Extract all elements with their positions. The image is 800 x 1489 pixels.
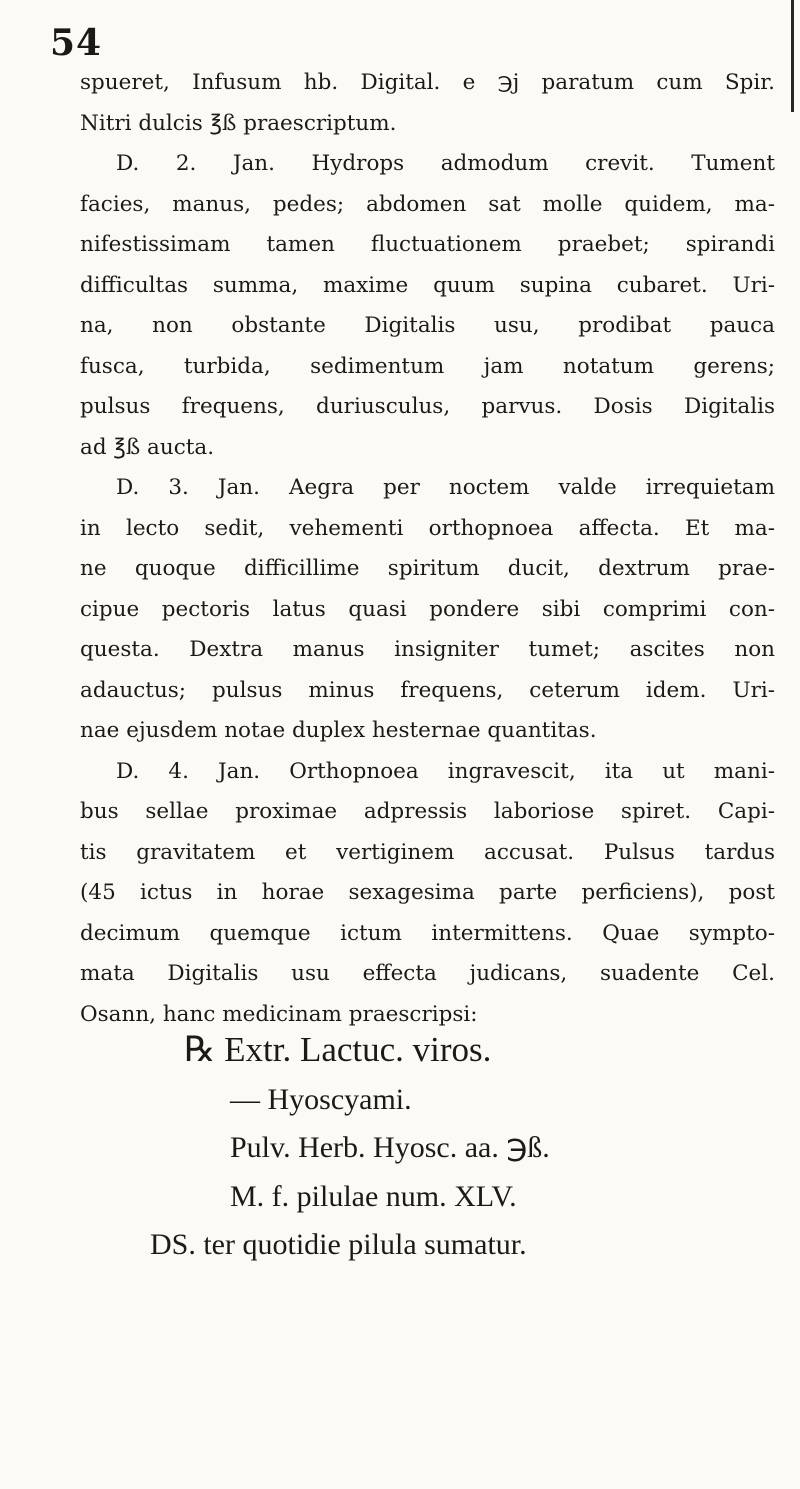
text-line: cipue pectoris latus quasi pondere sibi comprimi con- <box>80 596 775 622</box>
text-line: D. 4. Jan. Orthopnoea ingravescit, ita ut mani- <box>116 758 775 784</box>
text-line: fusca, turbida, sedimentum jam notatum gerens; <box>80 353 775 379</box>
text-line: Nitri dulcis ℥ß praescriptum. <box>80 110 397 136</box>
text-line: D. 3. Jan. Aegra per noctem valde irrequietam <box>116 475 775 500</box>
text-line: questa. Dextra manus insigniter tumet; ascites non <box>80 637 775 662</box>
text-line: adauctus; pulsus minus frequens, ceterum idem. Uri- <box>80 677 775 703</box>
page-edge-shadow <box>791 0 794 112</box>
text-line: na, non obstante Digitalis usu, prodibat pauca <box>80 313 775 338</box>
prescription-line: ℞ Extr. Lactuc. viros. <box>184 1030 492 1069</box>
text-line: difficultas summa, maxime quum supina cubaret. Uri- <box>80 272 775 298</box>
text-line: bus sellae proximae adpressis laboriose spiret. Capi- <box>80 799 775 824</box>
text-line: in lecto sedit, vehementi orthopnoea affecta. Et ma- <box>80 515 775 541</box>
text-line: facies, manus, pedes; abdomen sat molle quidem, ma- <box>80 191 775 217</box>
text-line: ne quoque difficillime spiritum ducit, dextrum prae- <box>80 556 775 581</box>
text-line: decimum quemque ictum intermittens. Quae sympto- <box>80 920 775 946</box>
text-line: D. 2. Jan. Hydrops admodum crevit. Tument <box>116 151 775 176</box>
prescription-line: — Hyoscyami. <box>230 1083 412 1116</box>
prescription-line: DS. ter quotidie pilula sumatur. <box>150 1228 527 1261</box>
page-number: 54 <box>50 22 103 64</box>
text-line: Osann, hanc medicinam praescripsi: <box>80 1001 478 1027</box>
prescription-line: Pulv. Herb. Hyosc. aa. ℈ß. <box>230 1131 550 1164</box>
text-line: ad ℥ß aucta. <box>80 434 215 460</box>
body-text <box>80 63 775 1035</box>
text-line: mata Digitalis usu effecta judicans, suadente Cel. <box>80 961 775 986</box>
text-line: nae ejusdem notae duplex hesternae quantitas. <box>80 718 597 743</box>
text-line: (45 ictus in horae sexagesima parte perficiens), post <box>80 880 775 905</box>
prescription-line: M. f. pilulae num. XLV. <box>230 1180 517 1213</box>
text-line: tis gravitatem et vertiginem accusat. Pulsus tardus <box>80 839 775 865</box>
text-line: spueret, Infusum hb. Digital. e ℈j paratum cum Spir. <box>80 70 775 95</box>
text-line: pulsus frequens, duriusculus, parvus. Dosis Digitalis <box>80 394 775 419</box>
text-line: nifestissimam tamen fluctuationem praebet; spirandi <box>80 232 775 257</box>
